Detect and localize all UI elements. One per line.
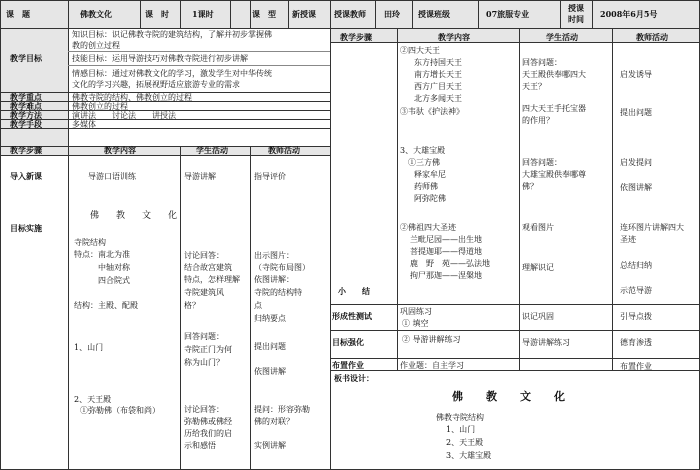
teacher-line: 提问：形容弥勒 <box>254 405 310 414</box>
key-value: 佛教寺院的结构、佛教创立的过程 <box>72 93 192 102</box>
teacher-line: 归纳要点 <box>254 314 286 323</box>
test-label: 形成性测试 <box>332 311 372 321</box>
teacher-line: （寺院布局图） <box>254 263 310 272</box>
time-label-line2: 时间 <box>568 14 584 24</box>
student-line: 四大天王手托宝器 <box>522 104 586 113</box>
teacher-line: 圣迹 <box>620 235 636 244</box>
content-line: ①三方佛 <box>408 158 440 167</box>
teacher-line: 布置作业 <box>620 362 652 371</box>
student-line: 天王？ <box>522 82 546 91</box>
teacher-value: 田玲 <box>384 9 400 19</box>
teacher-label: 授课教师 <box>334 9 366 19</box>
teacher-line: 启发诱导 <box>620 70 652 79</box>
objectives-label: 教学目标 <box>10 53 42 63</box>
teacher-line: 启发提问 <box>620 158 652 167</box>
teacher-line: 依图讲解 <box>620 183 652 192</box>
teacher-line: 佛的对联？ <box>254 417 294 426</box>
homework-label: 布置作业 <box>332 360 364 370</box>
right-student-header: 学生活动 <box>546 32 578 42</box>
student-line: 寺院正门为何 <box>184 345 232 354</box>
content-line: 释家牟尼 <box>414 170 446 179</box>
teacher-line: 连环图片讲解四大 <box>620 223 684 232</box>
key-label: 教学重点 <box>10 92 42 102</box>
teacher-line: 提出问题 <box>620 108 652 117</box>
left-step-header: 教学步骤 <box>10 145 42 155</box>
teacher-line: 出示图片： <box>254 251 294 260</box>
student-line: 结合故宫建筑 <box>184 263 232 272</box>
intro-teacher: 指导评价 <box>254 172 286 181</box>
reinforce-student: 导游讲解练习 <box>522 338 570 347</box>
content-line: ①弥勒佛（布袋和尚） <box>80 406 160 415</box>
board-item: 佛教寺院结构 <box>436 413 484 422</box>
student-line: 的作用？ <box>522 116 554 125</box>
content-line: 北方多闻天王 <box>414 94 462 103</box>
hours-label: 课 时 <box>145 9 169 19</box>
objective-line: 教的创立过程 <box>72 41 120 50</box>
student-line: 示和感悟 <box>184 441 216 450</box>
homework-content: 作业题：自主学习 <box>400 361 464 370</box>
student-line: 佛？ <box>522 182 538 191</box>
student-line: 称为山门？ <box>184 358 224 367</box>
objective-line: 知识目标：识记佛教寺院的建筑结构，了解并初步掌握佛 <box>72 30 272 39</box>
content-line: 药师佛 <box>414 182 438 191</box>
time-value: 2008年6月5号 <box>600 9 658 19</box>
board-label: 板书设计： <box>334 373 374 383</box>
test-student: 识记巩固 <box>522 312 554 321</box>
content-line: 菩提迦耶——得道地 <box>410 247 482 256</box>
content-line: 结构：主殿、配殿 <box>74 301 138 310</box>
content-line: ②佛祖四大圣迹 <box>400 223 456 232</box>
content-line: 西方广目天王 <box>414 82 462 91</box>
impl-label: 目标实施 <box>10 223 42 233</box>
board-item: 1、山门 <box>446 425 476 434</box>
content-line: 阿弥陀佛 <box>414 194 446 203</box>
content-line: 1、山门 <box>74 343 104 352</box>
objective-line: 情感目标：通过对佛教文化的学习，激发学生对中华传统 <box>72 69 272 78</box>
student-line: 讨论回答： <box>184 251 224 260</box>
teacher-line: 实例讲解 <box>254 441 286 450</box>
student-line: 天王殿供奉哪四大 <box>522 70 586 79</box>
content-line: 寺院结构 <box>74 238 106 247</box>
content-line: ②四大天王 <box>400 46 440 55</box>
content-line: 中轴对称 <box>74 263 130 272</box>
class-label: 授课班级 <box>418 9 450 19</box>
student-line: 历给我们的启 <box>184 429 232 438</box>
intro-content: 导游口语训练 <box>88 172 136 181</box>
right-teacher-header: 教师活动 <box>636 32 668 42</box>
right-step-header: 教学步骤 <box>340 32 372 42</box>
content-line: 兰毗尼园——出生地 <box>410 235 482 244</box>
test-content: 巩固练习 <box>400 307 432 316</box>
content-line: 鹿 野 苑——弘法地 <box>410 259 490 268</box>
test-item: ② 导游讲解练习 <box>402 335 461 344</box>
teacher-line: 示范导游 <box>620 286 652 295</box>
student-line: 观看图片 <box>522 223 554 232</box>
content-line: 佛 教 文 化 <box>90 211 182 221</box>
time-label-line1: 授课 <box>568 3 584 13</box>
difficult-value: 佛教创立的过程 <box>72 102 128 111</box>
student-line: 讨论回答： <box>184 405 224 414</box>
board-item: 3、大雄宝殿 <box>446 451 492 460</box>
test-item: ① 填空 <box>402 319 429 328</box>
teacher-line: 寺院的结构特 <box>254 288 302 297</box>
student-line: 特点，怎样理解 <box>184 275 240 284</box>
teacher-line: 点 <box>254 301 262 310</box>
teacher-line: 依图讲解 <box>254 367 286 376</box>
hours-value: 1课时 <box>192 9 214 19</box>
intro-label: 导入新课 <box>10 171 42 181</box>
teacher-line: 引导点拨 <box>620 312 652 321</box>
class-value: 07旅服专业 <box>486 9 530 19</box>
topic-label: 课 题 <box>6 9 30 19</box>
content-line: 2、天王殿 <box>74 395 112 404</box>
intro-student: 导游讲解 <box>184 172 216 181</box>
student-line: 回答问题： <box>184 332 224 341</box>
content-line: 四合院式 <box>74 276 130 285</box>
type-value: 新授课 <box>292 9 316 19</box>
teacher-line: 依图讲解： <box>254 275 294 284</box>
left-student-header: 学生活动 <box>196 145 228 155</box>
board-title: 佛 教 文 化 <box>452 390 571 403</box>
content-line: 东方持国天王 <box>414 58 462 67</box>
means-value: 多媒体 <box>72 120 96 129</box>
reinforce-label: 目标强化 <box>332 337 364 347</box>
objective-line: 文化的学习兴趣，拓展视野适应旅游专业的需求 <box>72 80 240 89</box>
student-line: 理解识记 <box>522 263 554 272</box>
student-line: 大雄宝殿供奉哪尊 <box>522 170 586 179</box>
methods-value: 演讲法 讨论法 讲授法 <box>72 111 176 120</box>
left-content-header: 教学内容 <box>104 145 136 155</box>
student-line: 弥勒佛或佛经 <box>184 417 232 426</box>
student-line: 回答问题： <box>522 158 562 167</box>
topic-value: 佛教文化 <box>80 9 112 19</box>
teacher-line: 总结归纳 <box>620 261 652 270</box>
content-line: 特点：南北为准 <box>74 250 130 259</box>
left-teacher-header: 教师活动 <box>268 145 300 155</box>
content-line: ③韦驮《护法神》 <box>400 107 464 116</box>
content-line: 拘尸那迦——涅槃地 <box>410 271 482 280</box>
means-label: 教学手段 <box>10 119 42 129</box>
student-line: 回答问题： <box>522 58 562 67</box>
content-line: 南方增长天王 <box>414 70 462 79</box>
teacher-line: 提出问题 <box>254 342 286 351</box>
type-label: 课 型 <box>252 9 276 19</box>
objective-line: 技能目标：运用导游技巧对佛教寺院进行初步讲解 <box>72 54 248 63</box>
student-line: 格？ <box>184 301 200 310</box>
difficult-label: 教学难点 <box>10 101 42 111</box>
student-line: 寺院建筑风 <box>184 288 224 297</box>
summary-label: 小 结 <box>338 286 370 296</box>
teacher-line: 德育渗透 <box>620 338 652 347</box>
board-item: 2、天王殿 <box>446 438 484 447</box>
methods-label: 教学方法 <box>10 110 42 120</box>
right-content-header: 教学内容 <box>438 32 470 42</box>
content-line: 3、大雄宝殿 <box>400 146 446 155</box>
